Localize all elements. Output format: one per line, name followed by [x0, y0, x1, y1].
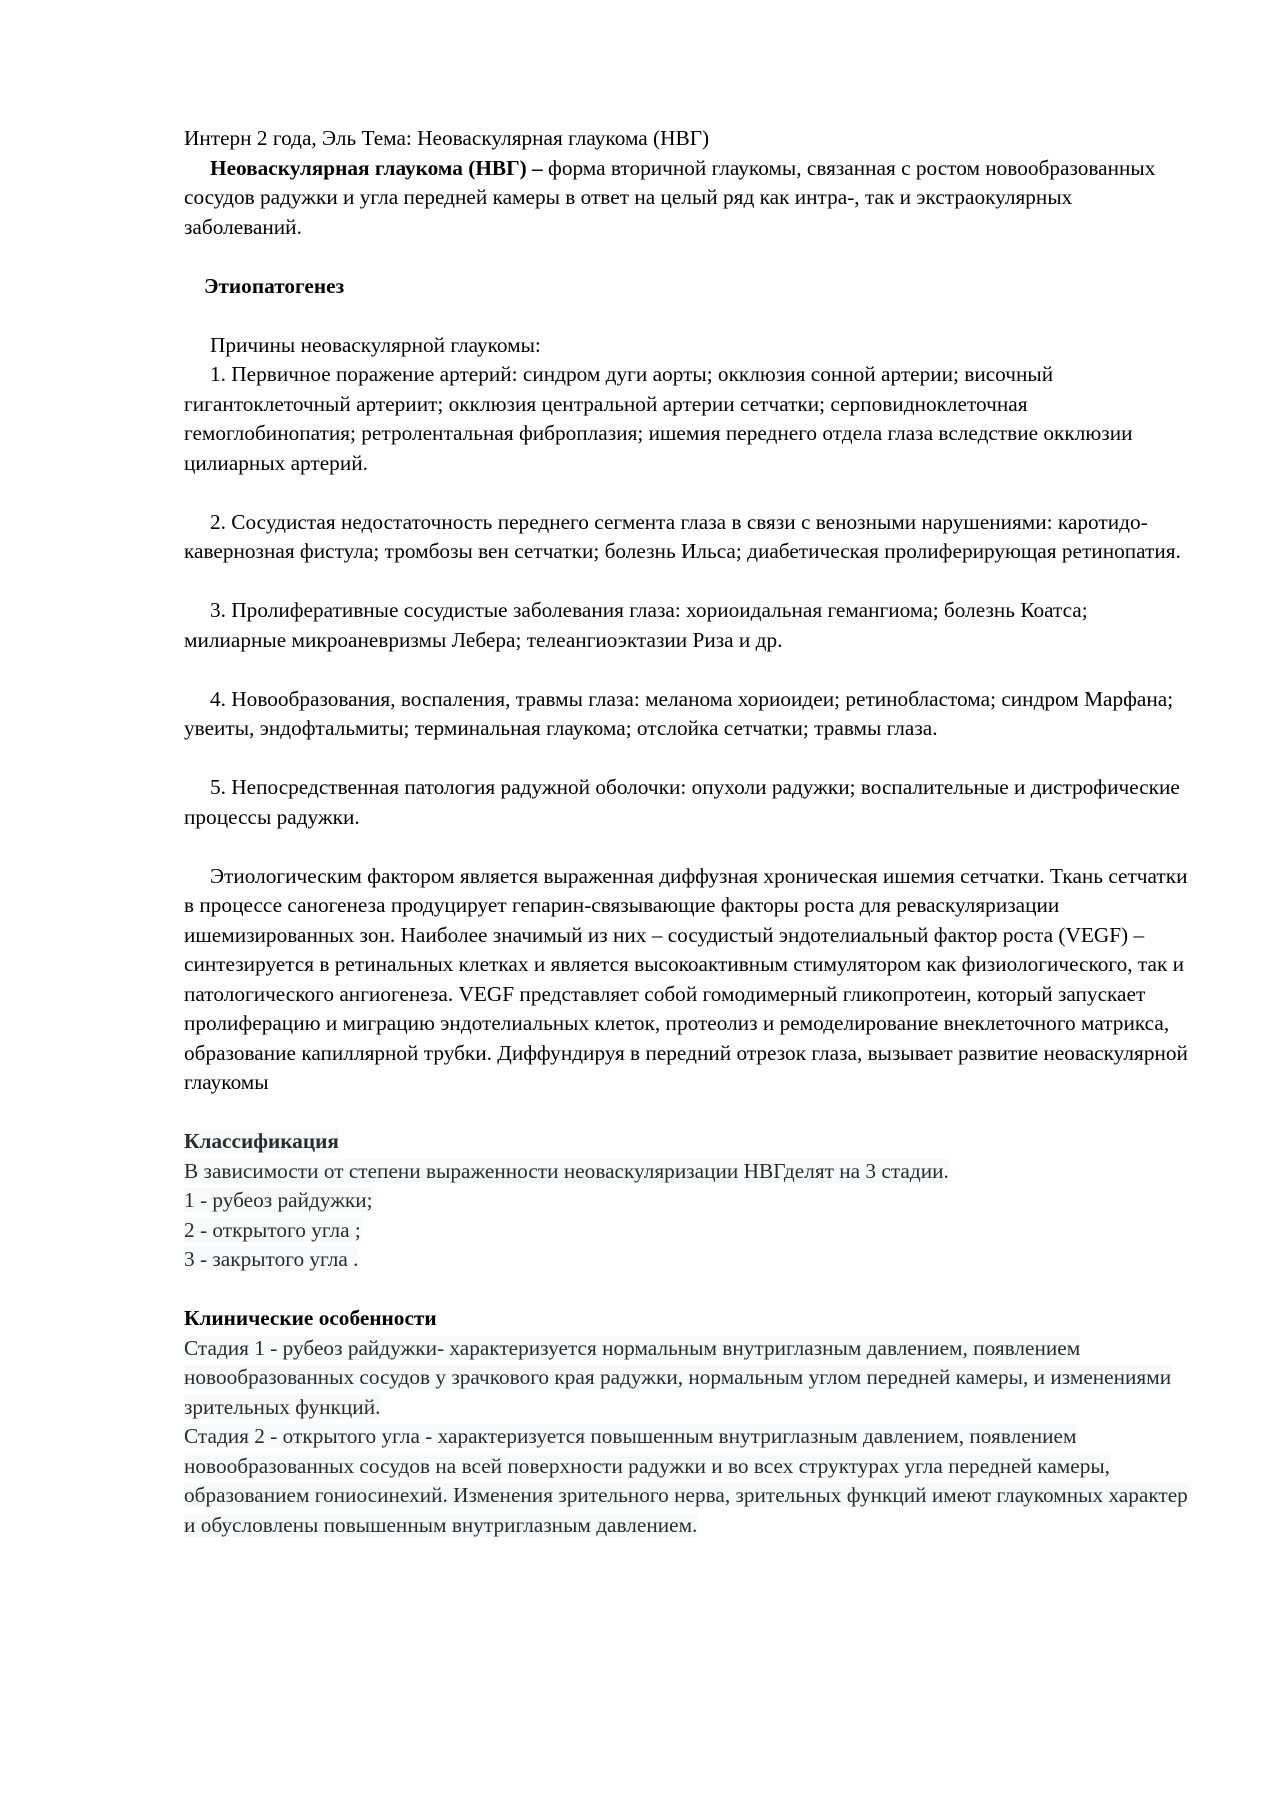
cause-item-3: 3. Пролиферативные сосудистые заболевания глаза: хориоидальная гемангиома; болезнь Коатса; милиарные микроаневризмы Лебера; телеангиоэктазии Риза и др. — [184, 598, 1088, 652]
classification-section — [184, 1127, 1194, 1157]
classification-stage-line-3 — [184, 1245, 1194, 1275]
clinical-stage-1-paragraph — [184, 1334, 1194, 1423]
clinical-heading: Клинические особенности — [184, 1306, 437, 1330]
header-line: Интерн 2 года, Эль Тема: Неоваскулярная глаукома (НВГ) — [184, 126, 710, 150]
classification-heading: Классификация — [184, 1129, 339, 1153]
cause-item-1: 1. Первичное поражение артерий: синдром дуги аорты; окклюзия сонной артерии; височный гигантоклеточный артериит; окклюзия центральной артерии сетчатки; серповидноклеточная гемоглобинопатия; ретролентальная фиброплазия; ишемия переднего отдела глаза вследствие окклюзии цилиарных артерий. — [184, 362, 1133, 475]
classification-stage-2: 2 - открытого угла ; — [184, 1217, 361, 1242]
clinical-stage-2-paragraph — [184, 1422, 1194, 1540]
classification-intro: В зависимости от степени выраженности неоваскуляризации НВГделят на 3 стадии. — [184, 1158, 949, 1183]
document-body — [184, 124, 1194, 1540]
definition-paragraph — [184, 154, 1194, 243]
etiology-paragraph: Этиологическим фактором является выраженная диффузная хроническая ишемия сетчатки. Ткань сетчатки в процессе саногенеза продуцирует гепарин-связывающие факторы роста для реваскуляризации ишемизированных зон. Наиболее значимый из них – сосудистый эндотелиальный фактор роста (VEGF) – синтезируется в ретинальных клетках и является высокоактивным стимулятором как физиологического, так и патологического ангиогенеза. VEGF представляет собой гомодимерный гликопротеин, который запускает пролиферацию и миграцию эндотелиальных клеток, протеолиз и ремоделирование внеклеточного матрикса, образование капиллярной трубки. Диффундируя в передний отрезок глаза, вызывает развитие неоваскулярной глаукомы — [184, 863, 1188, 1094]
classification-stage-3: 3 - закрытого угла . — [184, 1247, 359, 1271]
definition-term: Неоваскулярная глаукома (НВГ) – — [210, 155, 543, 180]
cause-item-2: 2. Сосудистая недостаточность переднего сегмента глаза в связи с венозными нарушениями: каротидо-кавернозная фистула; тромбозы вен сетчатки; болезнь Ильса; диабетическая пролиферирующая ретинопатия. — [184, 509, 1181, 563]
clinical-stage-2: Стадия 2 - открытого угла - характеризуется повышенным внутриглазным давлением, появлением новообразованных сосудов на всей поверхности радужки и во всех структурах угла передней камеры, образованием гониосинехий. Изменения зрительного нерва, зрительных функций имеют глаукомных характер и обусловлены повышенным внутриглазным давлением. — [184, 1424, 1188, 1537]
definition-text: форма вторичной глаукомы, связанная с ростом новообразованных сосудов радужки и угла передней камеры в ответ на целый ряд как интра-, так и экстраокулярных заболеваний. — [184, 155, 1156, 239]
etiopathogenesis-heading: Этиопатогенез — [204, 273, 345, 298]
causes-title: Причины неоваскулярной глаукомы: — [210, 332, 541, 357]
cause-item-5: 5. Непосредственная патология радужной оболочки: опухоли радужки; воспалительные и дистрофические процессы радужки. — [184, 775, 1180, 829]
cause-item-4: 4. Новообразования, воспаления, травмы глаза: меланома хориоидеи; ретинобластома; синдром Марфана; увеиты, эндофтальмиты; терминальная глаукома; отслойка сетчатки; травмы глаза. — [184, 686, 1174, 740]
classification-stage-line-1 — [184, 1186, 1194, 1216]
classification-intro-line — [184, 1157, 1194, 1187]
clinical-stage-1: Стадия 1 - рубеоз райдужки- характеризуется нормальным внутриглазным давлением, появлением новообразованных сосудов у зрачкового края радужки, нормальным углом передней камеры, и изменениями зрительных функций. — [184, 1335, 1172, 1419]
classification-stage-1: 1 - рубеоз райдужки; — [184, 1188, 373, 1212]
classification-stage-line-2 — [184, 1216, 1194, 1246]
